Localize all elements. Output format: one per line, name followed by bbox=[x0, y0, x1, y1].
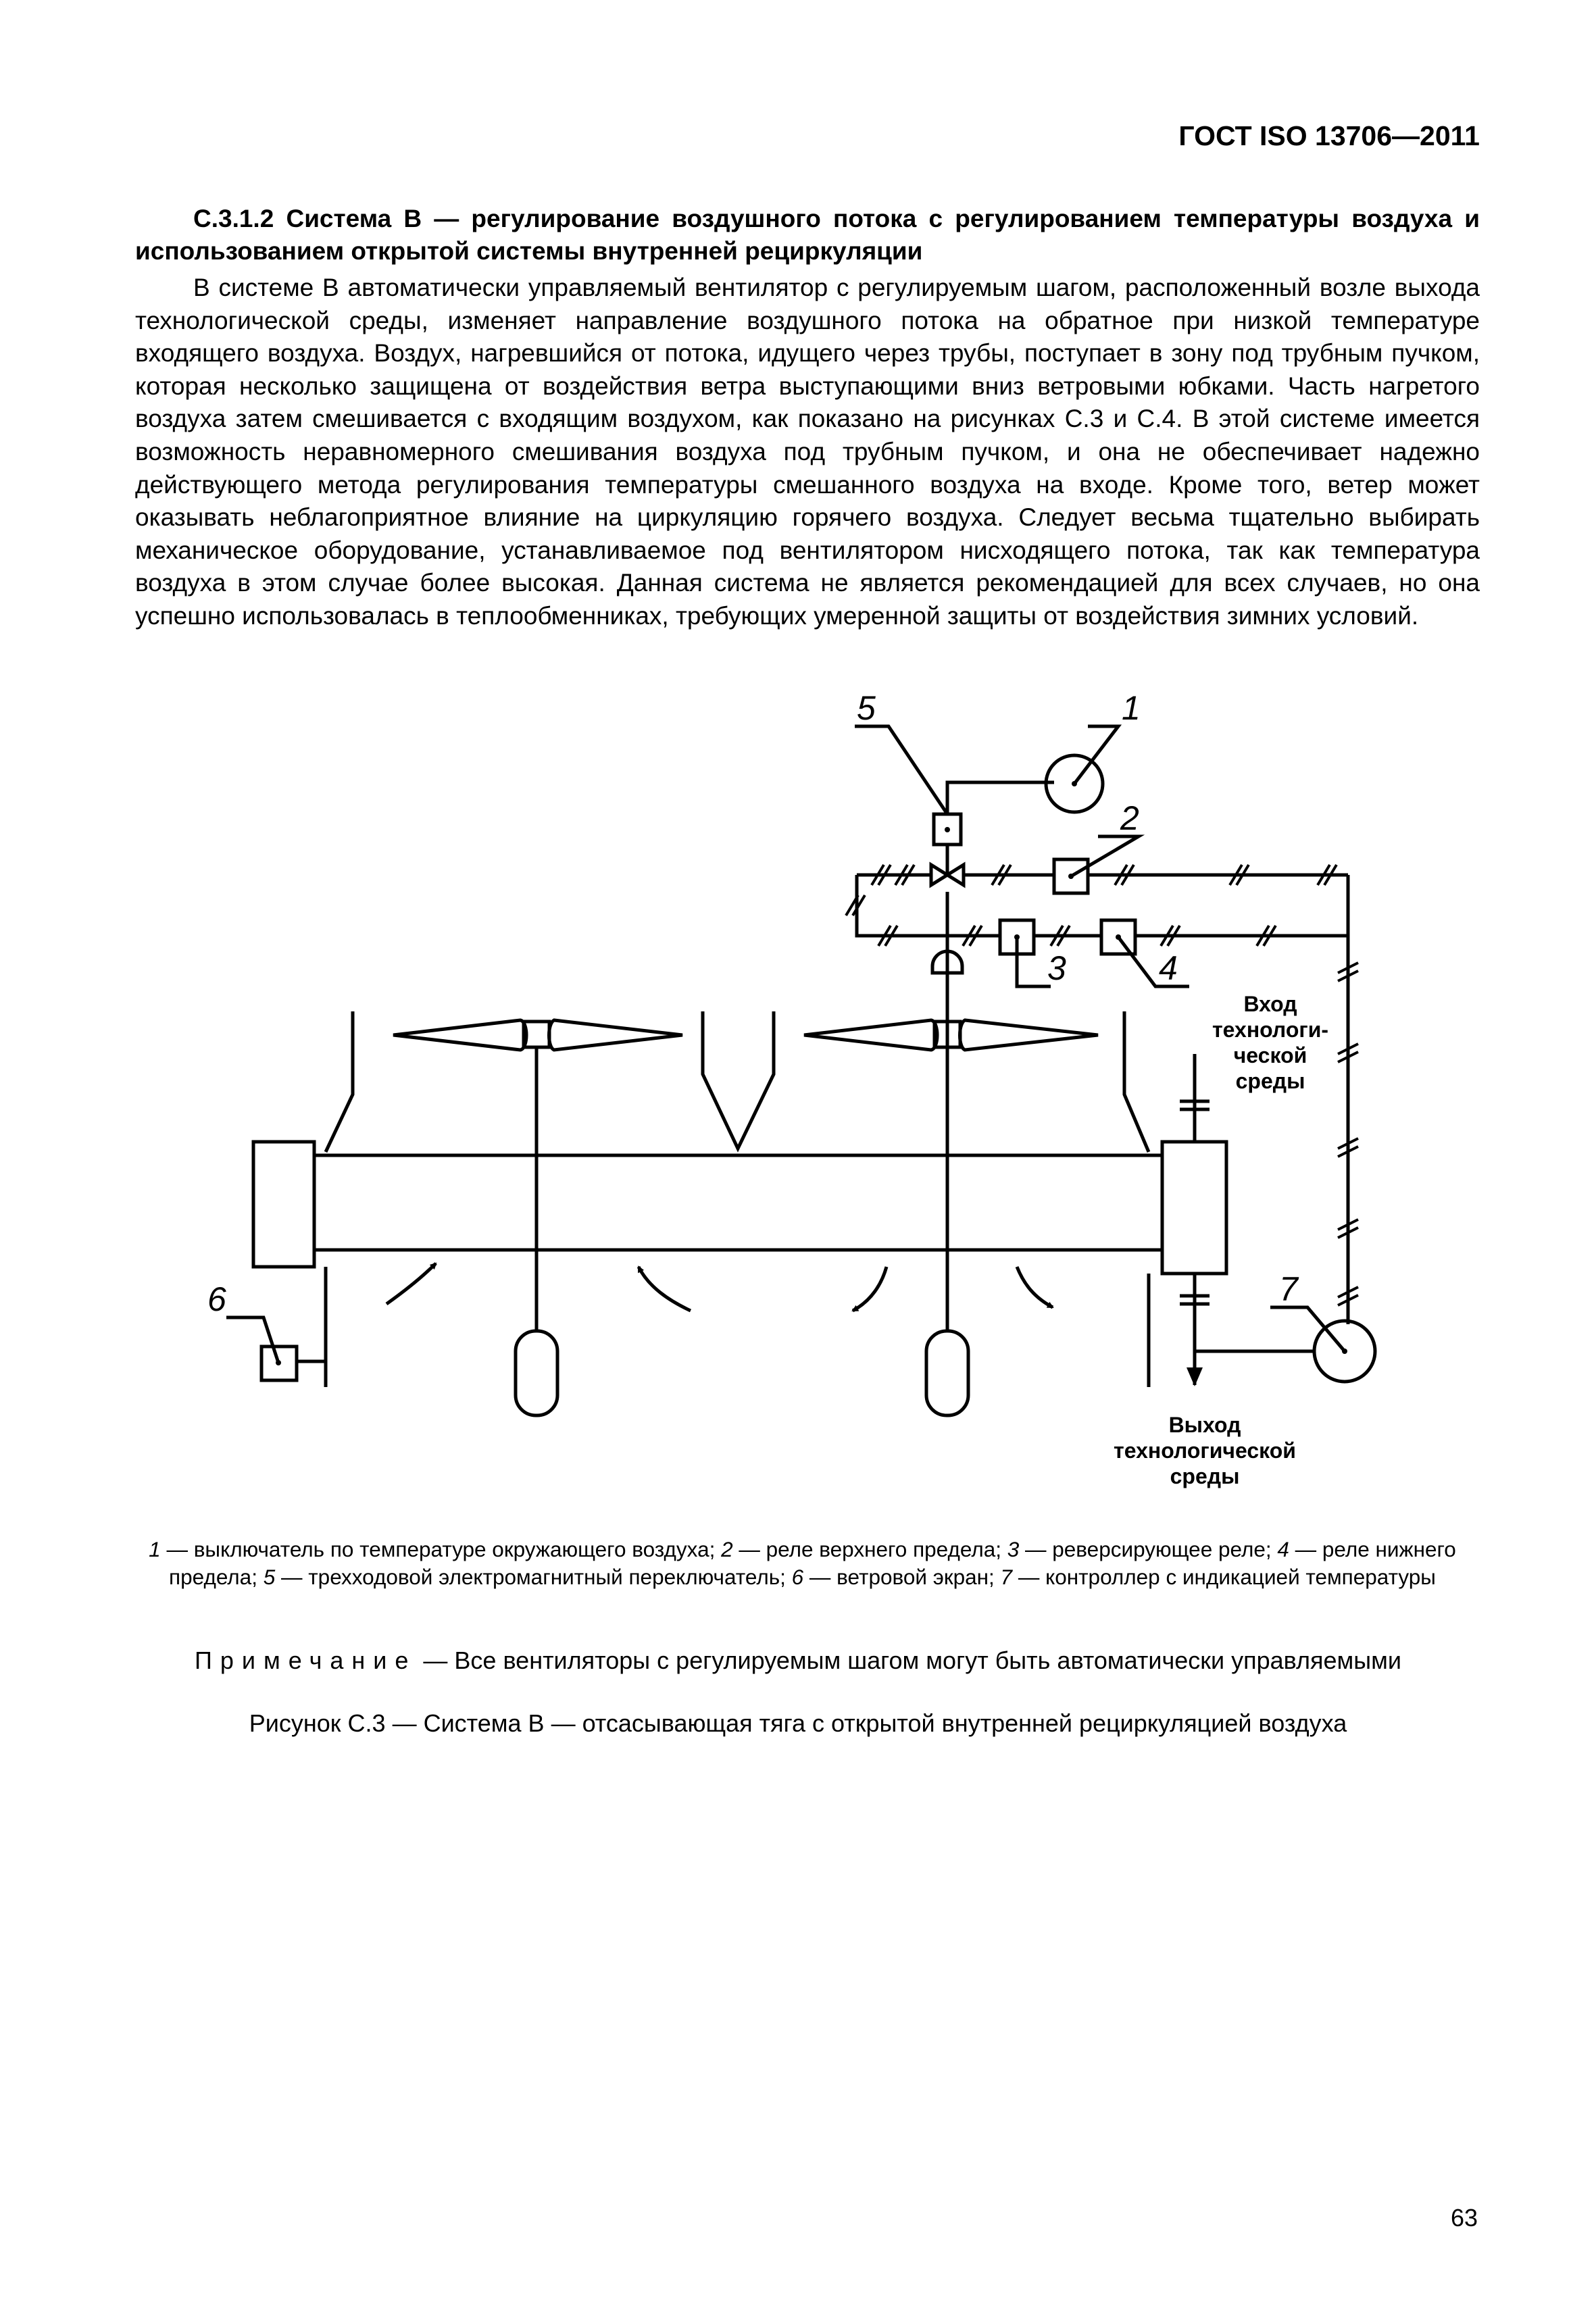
right-fan-blade-right bbox=[960, 1020, 1099, 1050]
legend-text-2: — реле верхнего предела; bbox=[732, 1537, 1007, 1561]
inlet-label-line-3: ческой bbox=[1233, 1043, 1307, 1067]
legend-text-4: — реле нижнего предела; bbox=[169, 1537, 1456, 1589]
inlet-label-line-1: Вход bbox=[1243, 992, 1297, 1016]
page-number: 63 bbox=[1450, 2204, 1478, 2232]
right-fan-motor bbox=[926, 1331, 968, 1415]
air-arrow-4 bbox=[1017, 1267, 1053, 1307]
legend-num-7: 7 bbox=[1000, 1565, 1013, 1589]
outlet-label-line-1: Выход bbox=[1168, 1413, 1241, 1437]
section-c-3-1-2 bbox=[135, 203, 1480, 633]
left-fan-blade-left bbox=[393, 1020, 526, 1050]
left-header-box bbox=[253, 1142, 314, 1267]
standard-header: ГОСТ ISO 13706—2011 bbox=[1178, 120, 1480, 151]
system-b-schematic bbox=[0, 676, 1596, 1520]
callout-1: 1 bbox=[1122, 689, 1141, 727]
center-wind-skirt bbox=[703, 1011, 774, 1149]
outlet-label-line-3: среды bbox=[1170, 1464, 1240, 1488]
left-fan-blade-right bbox=[549, 1020, 683, 1050]
section-body: В системе В автоматически управляемый вентилятор с регулируемым шагом, расположенный возле выхода технологической среды, изменяет направление воздушного потока на обратное при низкой температуре входящего воздуха. Воздух, нагревшийся от потока, идущего через трубы, поступает в зону под трубным пучком, которая несколько защищена от воздействия ветра выступающими вниз ветровыми юбками. Часть нагретого воздуха затем смешивается с входящим воздухом, как показано на рисунках С.3 и С.4. В этой системе имеется возможность неравномерного смешивания воздуха под трубным пучком, и она не обеспечивает надежно действующего метода регулирования температуры смешанного воздуха на входе. Кроме того, ветер может оказывать неблагоприятное влияние на циркуляцию горячего воздуха. Следует весьма тщательно выбирать механическое оборудование, устанавливаемое под вентилятором нисходящего потока, так как температура воздуха в этом случае более высокая. Данная система не является рекомендацией для всех случаев, но она успешно использовалась в теплообменниках, требующих умеренной защиты от воздействия зимних условий. bbox=[135, 274, 1480, 630]
legend-num-3: 3 bbox=[1007, 1537, 1020, 1561]
legend-num-2: 2 bbox=[721, 1537, 733, 1561]
callout-2: 2 bbox=[1120, 799, 1139, 837]
air-arrow-2 bbox=[639, 1267, 691, 1311]
inlet-label-line-2: технологи- bbox=[1212, 1017, 1329, 1042]
legend-text-6: — ветровой экран; bbox=[803, 1565, 1001, 1589]
callout-4: 4 bbox=[1159, 949, 1178, 987]
right-wind-skirt bbox=[1124, 1011, 1149, 1152]
right-header-box bbox=[1162, 1142, 1226, 1274]
tube-bundle bbox=[314, 1155, 1162, 1250]
callout-6: 6 bbox=[207, 1280, 226, 1318]
legend-text-1: — выключатель по температуре окружающего воздуха; bbox=[160, 1537, 722, 1561]
legend-text-5: — трехходовой электромагнитный переключатель; bbox=[275, 1565, 792, 1589]
right-fan-blade-left bbox=[804, 1020, 937, 1050]
legend-text-7: — контроллер с индикацией температуры bbox=[1012, 1565, 1436, 1589]
legend-text-3: — реверсирующее реле; bbox=[1019, 1537, 1278, 1561]
legend-num-6: 6 bbox=[791, 1565, 804, 1589]
figure-caption: Рисунок С.3 — Система В — отсасывающая тяга с открытой внутренней рециркуляцией воздуха bbox=[249, 1709, 1347, 1737]
figure-legend bbox=[128, 1536, 1476, 1591]
callout-5: 5 bbox=[857, 689, 876, 727]
callout-3: 3 bbox=[1047, 949, 1066, 987]
left-wind-skirt bbox=[326, 1011, 353, 1152]
note-text: — Все вентиляторы с регулируемым шагом могут быть автоматически управляемыми bbox=[416, 1646, 1401, 1674]
figure-c3-diagram bbox=[0, 676, 1596, 1520]
note-label: Примечание bbox=[195, 1646, 417, 1674]
left-fan-motor bbox=[516, 1331, 557, 1415]
callout-7: 7 bbox=[1279, 1270, 1298, 1308]
figure-note bbox=[0, 1646, 1596, 1675]
outlet-label-line-2: технологической bbox=[1114, 1438, 1296, 1463]
section-title: С.3.1.2 Система В — регулирование воздушного потока с регулированием температуры воздуха и использованием открытой системы внутренней рециркуляции bbox=[135, 205, 1480, 265]
legend-num-5: 5 bbox=[263, 1565, 276, 1589]
air-arrow-1 bbox=[386, 1263, 436, 1304]
legend-num-1: 1 bbox=[149, 1537, 161, 1561]
air-arrow-3 bbox=[853, 1267, 887, 1311]
inlet-label-line-4: среды bbox=[1235, 1069, 1305, 1093]
legend-num-4: 4 bbox=[1277, 1537, 1289, 1561]
